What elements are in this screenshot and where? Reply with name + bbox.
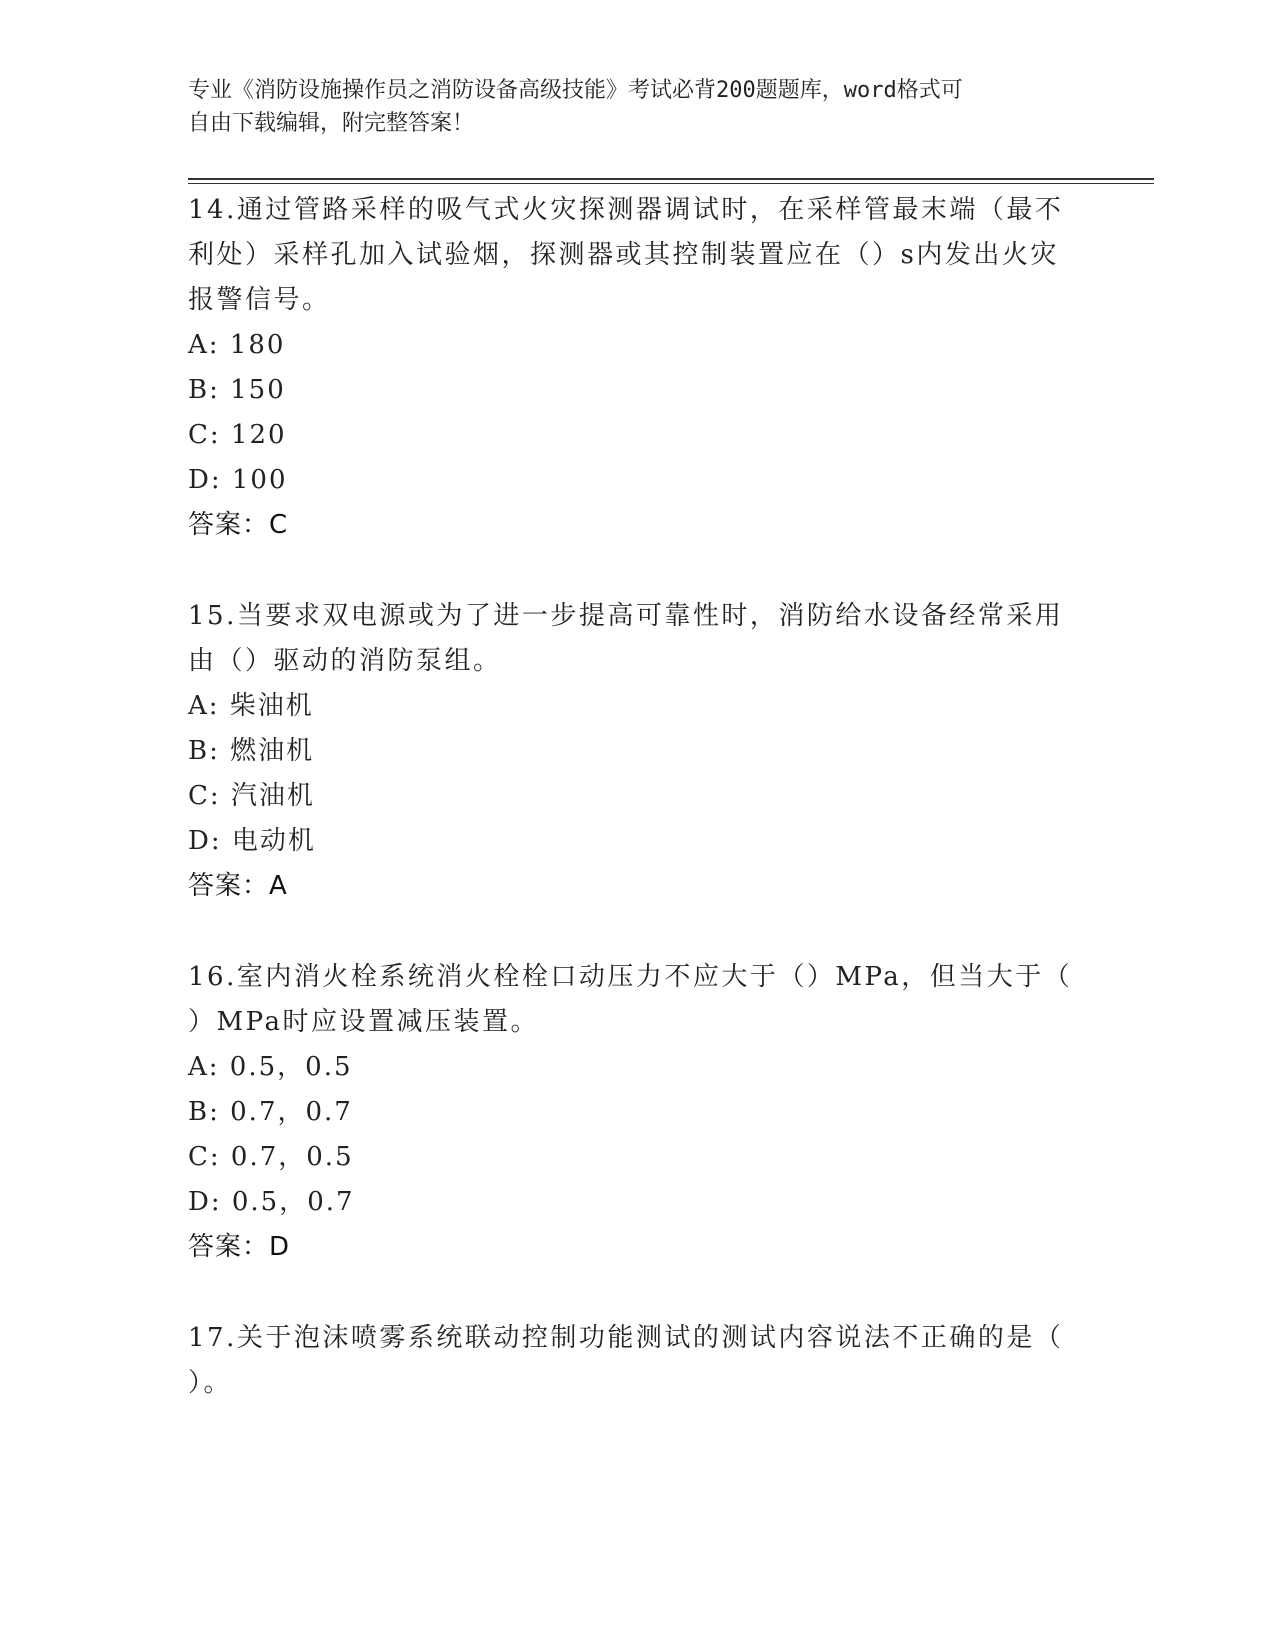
question-stem-line: 由（）驱动的消防泵组。 [188, 646, 502, 676]
option-d: D: 100 [188, 465, 288, 495]
header-line-2: 自由下载编辑，附完整答案！ [188, 111, 475, 136]
question-stem-line: 利处）采样孔加入试验烟，探测器或其控制装置应在（）s内发出火灾 [188, 240, 1059, 270]
question-stem-line: ）MPa时应设置减压装置。 [188, 1007, 539, 1037]
question-stem-line: 15.当要求双电源或为了进一步提高可靠性时，消防给水设备经常采用 [188, 601, 1064, 631]
question-list [188, 188, 1088, 1452]
question-16 [188, 955, 1088, 1270]
question-stem-line: 16.室内消火栓系统消火栓栓口动压力不应大于（）MPa，但当大于（ [188, 962, 1073, 992]
header-line-1: 专业《消防设施操作员之消防设备高级技能》考试必背200题题库，word格式可 [188, 78, 963, 103]
question-stem-line: 14.通过管路采样的吸气式火灾探测器调试时，在采样管最末端（最不 [188, 195, 1064, 225]
option-a: A: 柴油机 [188, 691, 314, 721]
option-c: C: 120 [188, 420, 287, 450]
header-divider-thin [188, 183, 1154, 184]
option-d: D: 电动机 [188, 826, 316, 856]
option-b: B: 燃油机 [188, 736, 315, 766]
question-stem-line: 报警信号。 [188, 285, 331, 315]
option-c: C: 0.7，0.5 [188, 1142, 354, 1172]
question-14 [188, 188, 1088, 548]
option-b: B: 0.7，0.7 [188, 1097, 353, 1127]
option-a: A: 180 [188, 330, 286, 360]
document-header [188, 74, 1068, 140]
answer: 答案：C [188, 510, 289, 540]
question-15 [188, 594, 1088, 909]
option-c: C: 汽油机 [188, 781, 315, 811]
question-stem-line: ）。 [188, 1368, 233, 1398]
option-b: B: 150 [188, 375, 286, 405]
option-a: A: 0.5，0.5 [188, 1052, 353, 1082]
question-stem-line: 17.关于泡沫喷雾系统联动控制功能测试的测试内容说法不正确的是（ [188, 1323, 1064, 1353]
option-d: D: 0.5，0.7 [188, 1187, 355, 1217]
answer: 答案：A [188, 871, 288, 901]
answer: 答案：D [188, 1232, 291, 1262]
header-divider-thick [188, 178, 1154, 180]
question-17 [188, 1316, 1088, 1406]
